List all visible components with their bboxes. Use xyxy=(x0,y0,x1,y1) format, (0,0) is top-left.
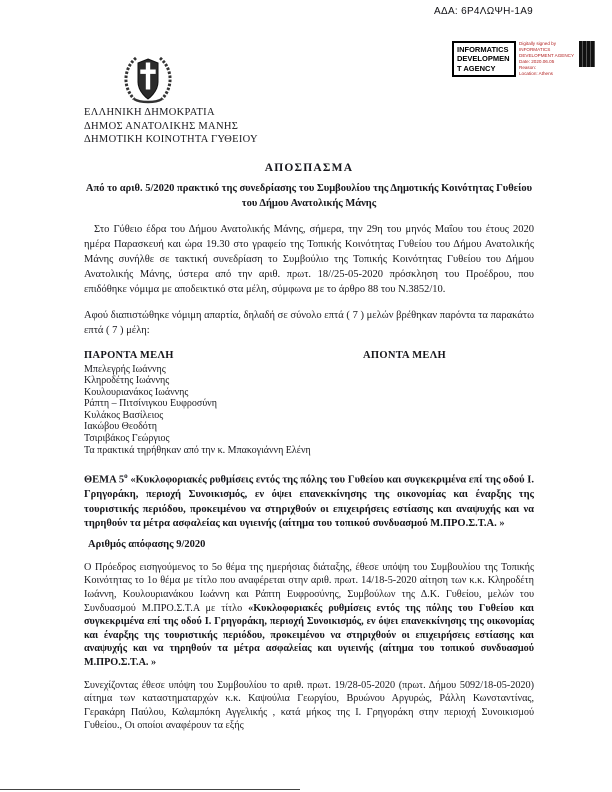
scan-artifact-line xyxy=(0,789,300,790)
member-name: Μπελεγρής Ιωάννης xyxy=(84,363,166,375)
letterhead-line-municipality: ΔΗΜΟΣ ΑΝΑΤΟΛΙΚΗΣ ΜΑΝΗΣ xyxy=(84,120,239,132)
agenda-item-text: «Κυκλοφοριακές ρυθμίσεις εντός της πόλης του Γυθείου και συγκεκριμένα επί της οδού Ι. Γρηγοράκη, περιοχή Συνοικισμός, εν όψει επανεκκίνησης της οικονομίας και έναρξης της τουριστικής περιόδου, προκειμένου να στηριχθούν οι επιχειρήσεις εστίασης και αναψυχής και να τηρηθούν τα μέτρα ασφαλείας και υγιεινής (αίτημα του τοπικού συνδυασμού Μ.ΠΡΟ.Σ.Τ.Α. » xyxy=(84,474,534,530)
ada-code: ΑΔΑ: 6Ρ4ΛΩΨΗ-1Α9 xyxy=(434,6,534,17)
signature-agency-line: DEVELOPMEN xyxy=(457,54,510,64)
present-members-header: ΠΑΡΟΝΤΑ ΜΕΛΗ xyxy=(84,349,174,361)
paragraph-chairman-normal: Ο Πρόεδρος εισηγούμενος το 5ο θέμα της ημερήσιας διάταξης, έθεσε υπόψη του Συμβουλίου της Τοπικής Κοινότητας το 1ο θέμα με τίτλο που αναφέρεται στην αριθ. πρωτ. 14/18-5-2020 αίτηση των κ.κ. Κληροδέτη Ιωάννη, Κουλουριανάκου Ιωάννη και Ράπτη Ευφροσύνης, Συμβούλων της Δ.Κ. Γυθείου, μελών του Συνδυασμού Μ.ΠΡΟ.Σ.Τ.Α με τίτλο xyxy=(84,561,534,614)
signature-agency-box xyxy=(452,41,516,77)
member-name: Κληροδέτης Ιωάννης xyxy=(84,375,170,387)
member-name: Κουλουριανάκος Ιωάννης xyxy=(84,386,189,398)
decision-number: Αριθμός απόφασης 9/2020 xyxy=(88,538,206,550)
signature-detail-line: DEVELOPMENT AGENCY xyxy=(519,52,575,58)
coat-of-arms-icon xyxy=(120,52,176,106)
document-title: ΑΠΟΣΠΑΣΜΑ xyxy=(264,161,354,174)
signature-detail-line: INFORMATICS xyxy=(519,46,551,52)
paragraph-chairman-intro xyxy=(84,561,534,670)
secretary-note: Τα πρακτικά τηρήθηκαν από την κ. Μπακογιάννη Ελένη xyxy=(84,444,311,456)
agenda-item-ordinal: ο xyxy=(124,472,128,481)
signature-detail-line: Date: 2020.06.05 xyxy=(519,58,555,64)
letterhead-line-republic: ΕΛΛΗΝΙΚΗ ΔΗΜΟΚΡΑΤΙΑ xyxy=(84,107,215,118)
signature-detail-line: Location: Athens xyxy=(519,70,553,76)
absent-members-header: ΑΠΟΝΤΑ ΜΕΛΗ xyxy=(363,349,447,361)
signature-detail-line: Digitally signed by xyxy=(519,41,557,46)
paragraph-shopkeepers-request: Συνεχίζοντας έθεσε υπόψη του Συμβουλίου το αριθ. πρωτ. 19/28-05-2020 (πρωτ. Δήμου 5092/18-05-2020) αίτημα των καταστηματαρχών κ.κ. Καψούλια Γεωργίου, Βρυώνου Αργυρώς, Ράλλη Κωνσταντίνας, Γερακάρη Παύλου, Καλαμπόκη Αγγελικής , κατά μήκος της Ι. Γρηγοράκη στην περιοχή Συνοικισμού Γυθείου., Οι οποίοι αναφέρουν τα εξής xyxy=(84,679,534,732)
signature-details xyxy=(519,41,577,77)
signature-detail-line: Reason: xyxy=(519,64,537,70)
agenda-item-label: ΘΕΜΑ 5 xyxy=(84,474,125,486)
letterhead xyxy=(84,106,534,147)
member-name: Ιακώβου Θεοδότη xyxy=(84,421,158,433)
members-section xyxy=(84,350,534,457)
document-subtitle: Από το αριθ. 5/2020 πρακτικό της συνεδρίασης του Συμβουλίου της Δημοτικής Κοινότητας Γυθείου του Δήμου Ανατολικής Μάνης xyxy=(85,182,533,209)
signature-barcode xyxy=(579,41,595,67)
member-name: Ράπτη – Πιτσίνιγκου Ευφροσύνη xyxy=(84,398,217,410)
signature-agency-line: INFORMATICS xyxy=(457,45,509,54)
letterhead-line-community: ΔΗΜΟΤΙΚΗ ΚΟΙΝΟΤΗΤΑ ΓΥΘΕΙΟΥ xyxy=(84,134,258,145)
present-members-column xyxy=(84,350,363,457)
agenda-item-title xyxy=(84,469,534,532)
document-content xyxy=(84,106,534,733)
paragraph-chairman-bold-quote: «Κυκλοφοριακές ρυθμίσεις εντός της πόλης του Γυθείου και συγκεκριμένα επί της οδού Ι. Γρηγοράκη, περιοχή Συνοικισμός, εν όψει επανεκκίνησης της οικονομίας και έναρξης της τουριστικής περιόδου, προκειμένου να στηριχθούν οι επιχειρήσεις εστίασης και αναψυχής και να τηρηθούν τα μέτρα ασφαλείας και υγιεινής (αίτημα του τοπικού συνδυασμού Μ.ΠΡΟ.Σ.Τ.Α. » xyxy=(84,602,534,668)
absent-members-column xyxy=(363,350,534,457)
member-name: Τσιριβάκος Γεώργιος xyxy=(84,433,170,445)
coat-of-arms-logo xyxy=(120,52,176,111)
signature-agency-line: T AGENCY xyxy=(457,63,496,73)
paragraph-quorum: Αφού διαπιστώθηκε νόμιμη απαρτία, δηλαδή σε σύνολο επτά ( 7 ) μελών βρέθηκαν παρόντα τα παρακάτω επτά ( 7 ) μέλη: xyxy=(84,309,534,336)
digital-signature-stamp xyxy=(452,41,595,77)
paragraph-session-intro: Στο Γύθειο έδρα του Δήμου Ανατολικής Μάνης, σήμερα, την 29η του μηνός Μαΐου του έτους 2020 ημέρα Παρασκευή και ώρα 19.30 στο γραφείο της Τοπικής Κοινότητας Γυθείου του Δήμου Ανατολικής Μάνης συνήλθε σε τακτική συνεδρίαση το Συμβούλιο της Τοπικής Κοινότητας Γυθείου του Δήμου Ανατολικής Μάνης, ύστερα από την αριθ. πρωτ. 18//25-05-2020 πρόσκληση του Προέδρου, που επιδόθηκε νόμιμα με αποδεικτικό στα μέλη, σύμφωνα με το άρθρο 88 του Ν.3852/10. xyxy=(84,223,534,295)
member-name: Κυλάκος Βασίλειος xyxy=(84,409,164,421)
